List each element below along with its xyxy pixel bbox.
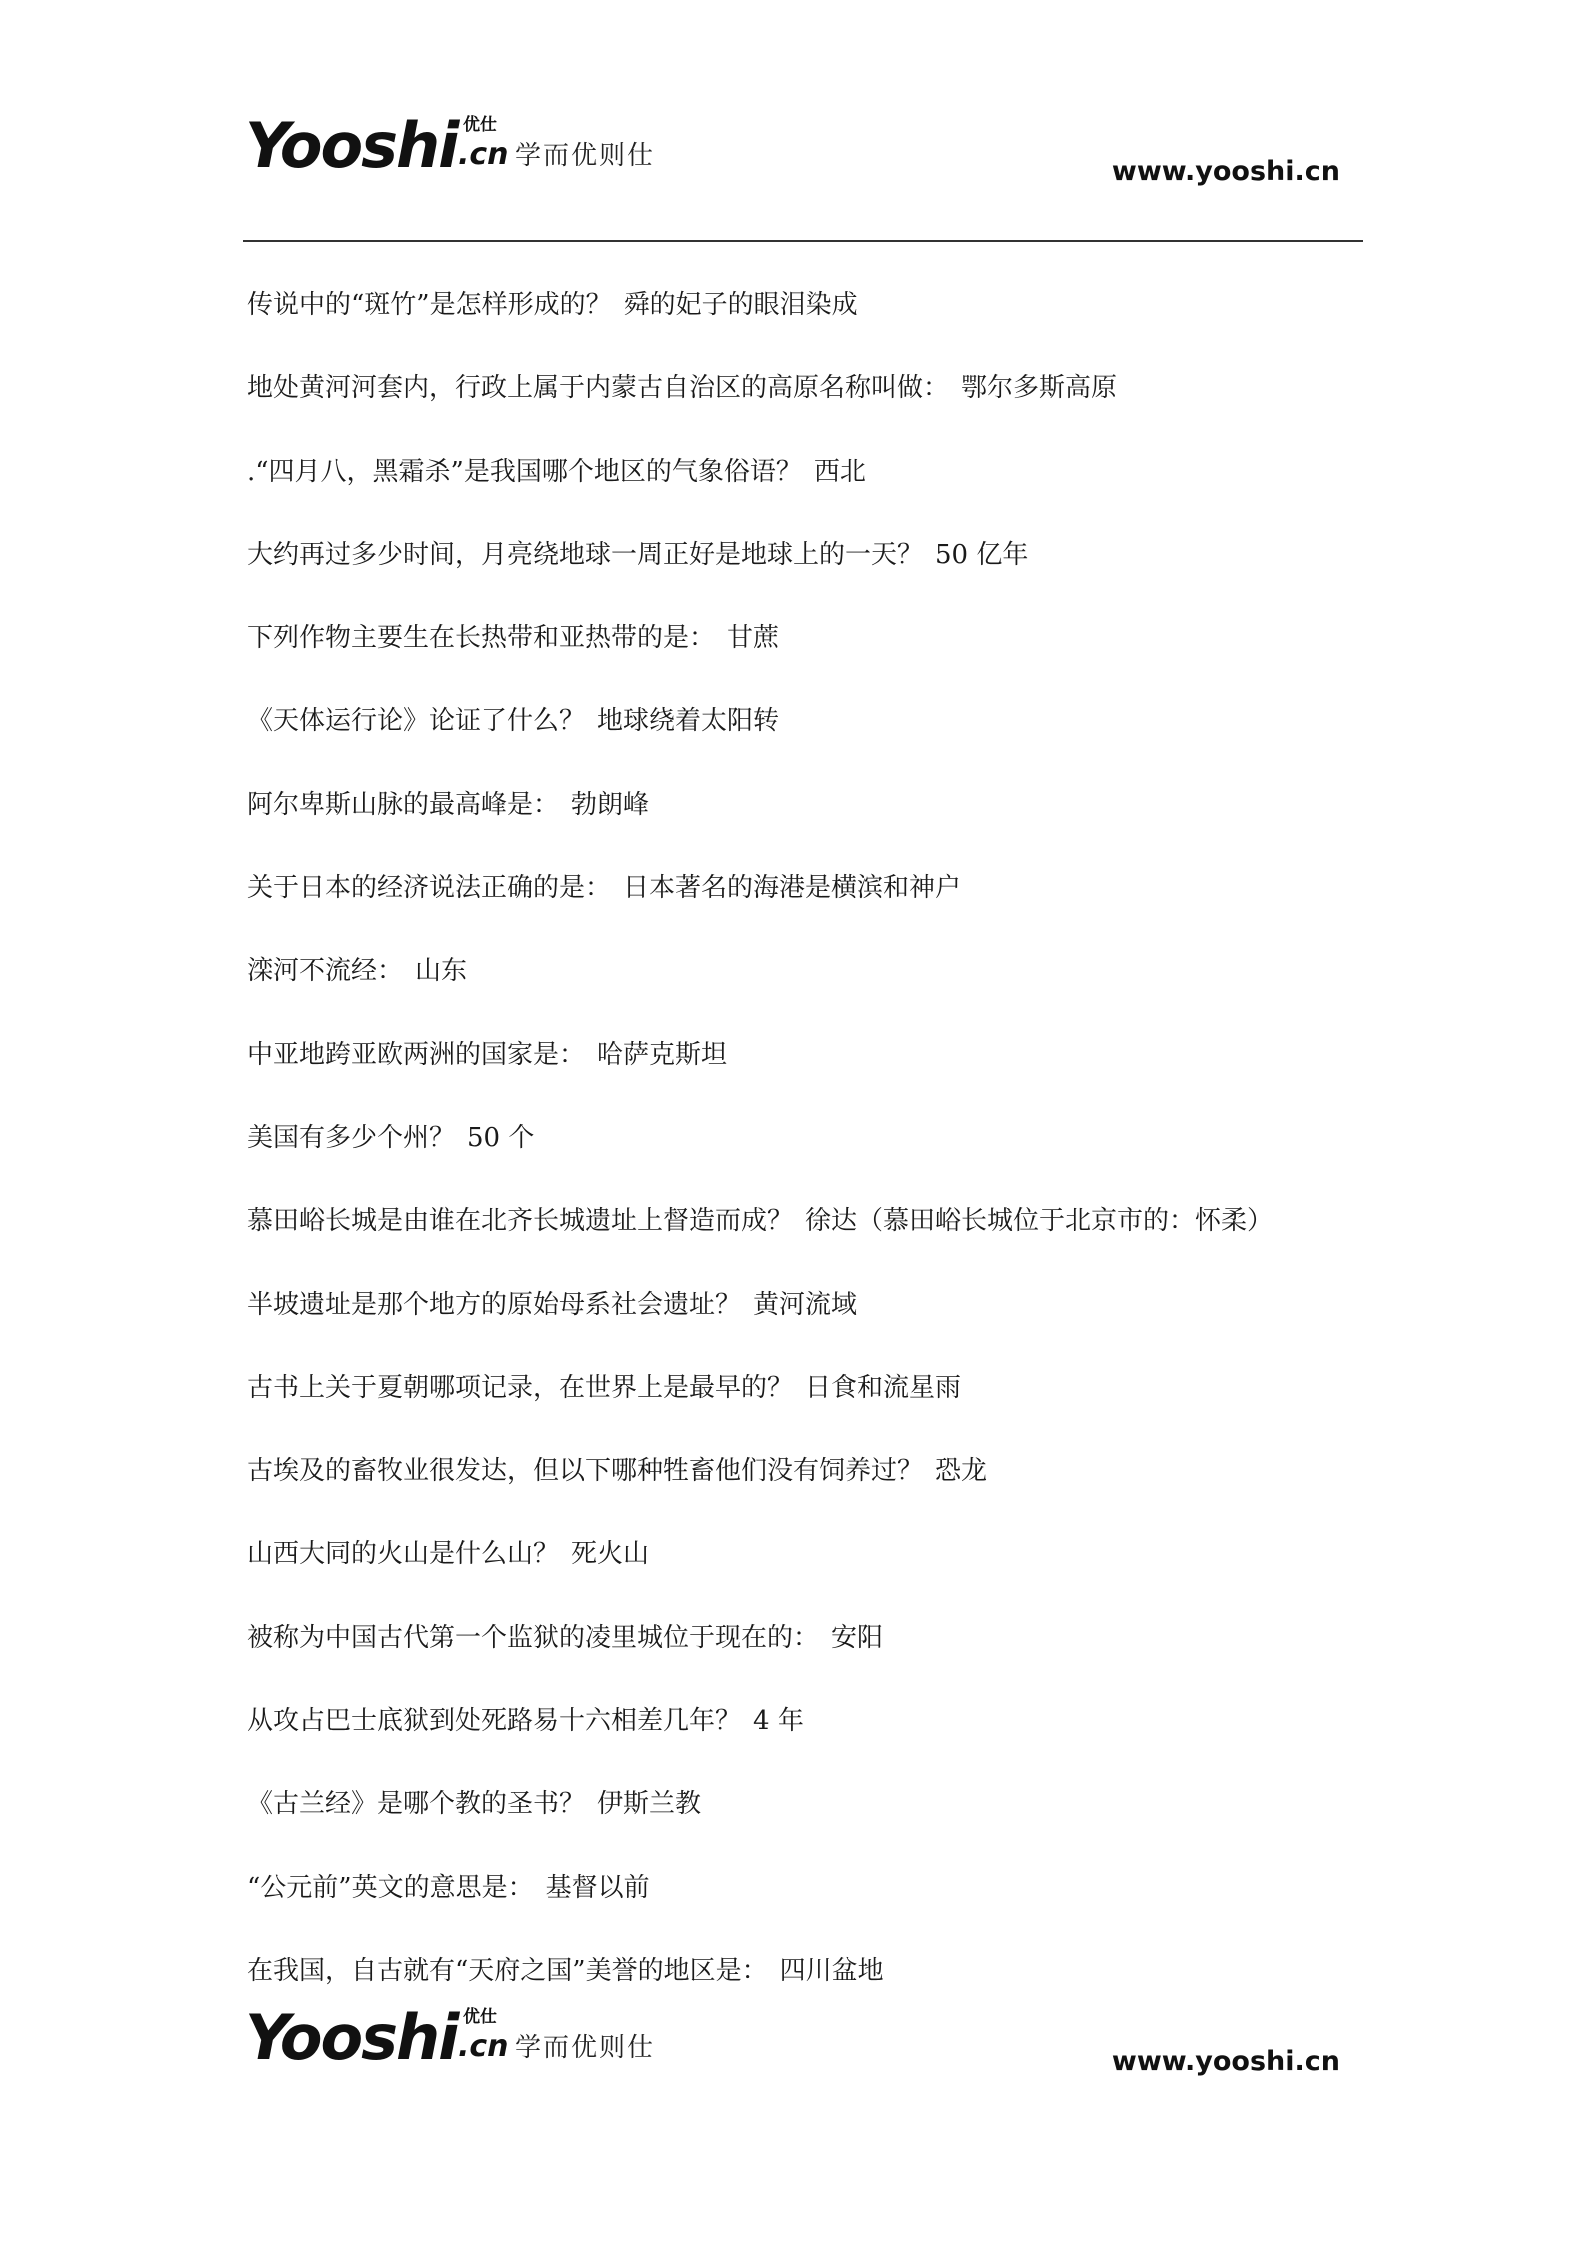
answer-text: 鄂尔多斯高原 [961,373,1118,404]
qa-item [247,280,1367,363]
qa-item [247,696,1367,779]
question-text: 中亚地跨亚欧两洲的国家是： [247,1039,586,1070]
answer-text: 4 年 [753,1706,804,1737]
question-text: 从攻占巴士底狱到处死路易十六相差几年？ [247,1706,742,1737]
logo-wordmark: Yooshi [245,109,458,182]
footer-logo [245,2001,665,2087]
qa-item [247,613,1367,696]
answer-text: 基督以前 [545,1872,650,1903]
qa-item [247,1863,1367,1946]
logo-wordmark: Yooshi [245,2001,458,2074]
logo-domain-suffix: .cn [458,137,509,172]
question-text: 半坡遗址是那个地方的原始母系社会遗址？ [247,1289,742,1320]
header-divider [243,240,1363,242]
answer-text: 哈萨克斯坦 [597,1039,728,1070]
qa-item [247,530,1367,613]
question-text: 古埃及的畜牧业很发达，但以下哪种牲畜他们没有饲养过？ [247,1456,924,1487]
answer-text: 日本著名的海港是横滨和神户 [623,873,962,904]
logo-chinese-mark: 优仕 [463,115,497,135]
answer-text: 50 亿年 [935,539,1029,570]
answer-text: 甘蔗 [727,623,780,654]
question-text: 美国有多少个州？ [247,1122,456,1153]
logo-slogan: 学而优则仕 [515,2033,656,2063]
qa-item [247,863,1367,946]
answer-text: 黄河流域 [753,1289,858,1320]
qa-list [247,280,1367,2029]
answer-text: 徐达（慕田峪长城位于北京市的：怀柔） [805,1206,1274,1237]
question-text: 被称为中国古代第一个监狱的凌里城位于现在的： [247,1622,820,1653]
answer-text: 安阳 [831,1622,884,1653]
answer-text: 恐龙 [935,1456,988,1487]
question-text: 《天体运行论》论证了什么？ [247,706,586,737]
question-text: 传说中的“斑竹”是怎样形成的？ [247,290,612,320]
qa-item [247,780,1367,863]
question-text: 慕田峪长城是由谁在北齐长城遗址上督造而成？ [247,1206,794,1237]
qa-item [247,946,1367,1029]
question-text: 《古兰经》是哪个教的圣书？ [247,1789,586,1820]
logo-chinese-mark: 优仕 [463,2007,497,2027]
qa-item [247,1196,1367,1279]
logo-domain-suffix: .cn [458,2029,509,2064]
qa-item [247,1363,1367,1446]
question-text: 下列作物主要生在长热带和亚热带的是： [247,623,716,654]
question-text: 关于日本的经济说法正确的是： [247,873,612,904]
qa-item [247,1113,1367,1196]
qa-item [247,1446,1367,1529]
question-text: 地处黄河河套内，行政上属于内蒙古自治区的高原名称叫做： [247,373,950,404]
question-text: 大约再过多少时间，月亮绕地球一周正好是地球上的一天？ [247,539,924,570]
answer-text: 西北 [813,456,866,487]
qa-item [247,1779,1367,1862]
logo-slogan: 学而优则仕 [515,141,656,171]
qa-item [247,1529,1367,1612]
qa-item [247,363,1367,446]
answer-text: 山东 [415,956,468,987]
question-text: 古书上关于夏朝哪项记录，在世界上是最早的？ [247,1372,794,1403]
answer-text: 地球绕着太阳转 [597,706,780,737]
answer-text: 舜的妃子的眼泪染成 [623,290,858,320]
question-text: “公元前”英文的意思是： [247,1872,534,1903]
header-site-url: www.yooshi.cn [1111,156,1340,187]
qa-item [247,1280,1367,1363]
question-text: 滦河不流经： [247,956,404,987]
answer-text: 伊斯兰教 [597,1789,702,1820]
qa-item [247,1696,1367,1779]
qa-item [247,1613,1367,1696]
question-text: .“四月八，黑霜杀”是我国哪个地区的气象俗语？ [247,456,802,487]
answer-text: 50 个 [467,1122,535,1153]
answer-text: 勃朗峰 [571,789,650,820]
qa-item [247,447,1367,530]
question-text: 山西大同的火山是什么山？ [247,1539,560,1570]
question-text: 阿尔卑斯山脉的最高峰是： [247,789,560,820]
qa-item [247,1030,1367,1113]
answer-text: 死火山 [571,1539,650,1570]
answer-text: 日食和流星雨 [805,1372,962,1403]
header-logo [245,109,665,195]
footer-site-url: www.yooshi.cn [1111,2046,1340,2077]
question-text: 在我国，自古就有“天府之国”美誉的地区是： [247,1955,768,1986]
answer-text: 四川盆地 [779,1955,884,1986]
